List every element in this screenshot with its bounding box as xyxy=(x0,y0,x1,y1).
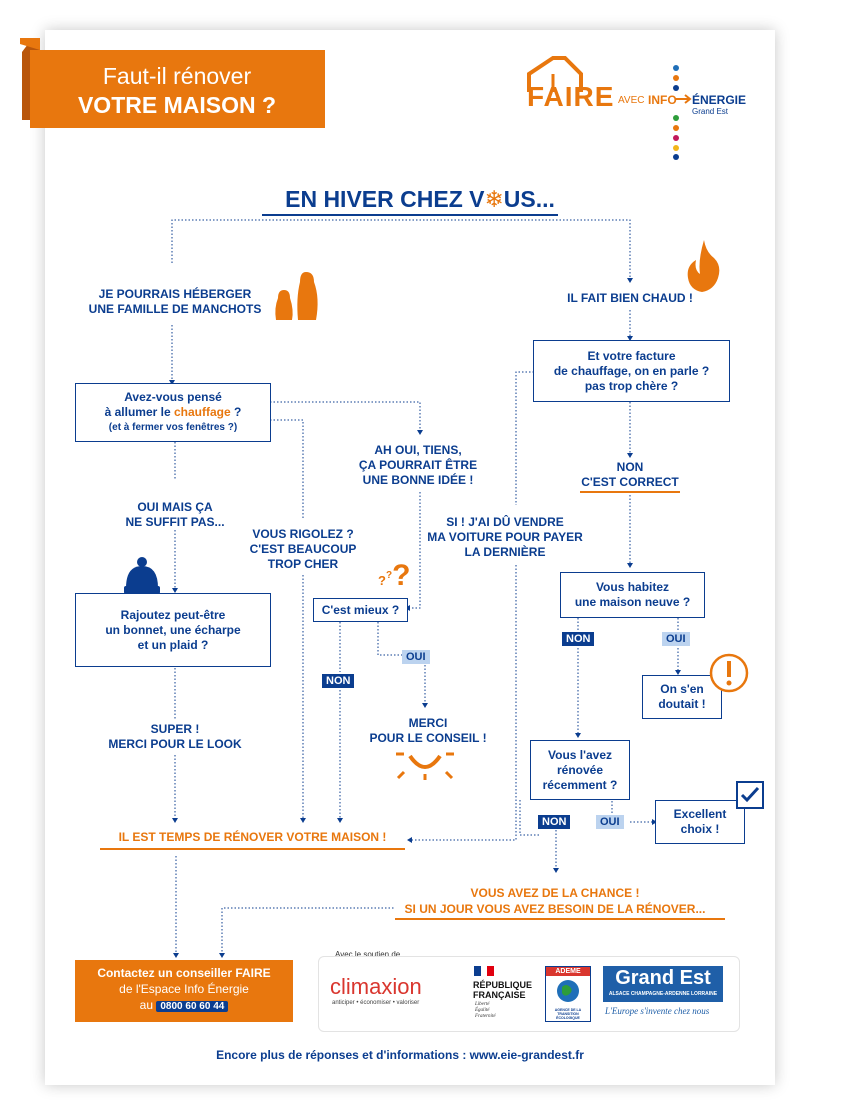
facture-line2: de chauffage, on en parle ? xyxy=(553,363,710,378)
facture-box xyxy=(533,340,730,402)
renovee-non-tag: NON xyxy=(538,815,570,829)
correct-text xyxy=(565,460,695,490)
manchots-text xyxy=(60,287,290,317)
rf-line1: RÉPUBLIQUE xyxy=(473,980,533,990)
rf-motto3: Fraternité xyxy=(475,1014,496,1019)
footer-text[interactable]: Encore plus de réponses et d'informations : www.eie-grandest.fr xyxy=(216,1048,584,1062)
ahoui-text xyxy=(348,443,488,488)
chaud-text: IL FAIT BIEN CHAUD ! xyxy=(567,291,693,305)
voiture-line2: MA VOITURE POUR PAYER xyxy=(427,530,583,544)
neuve-line1: Vous habitez xyxy=(595,580,670,594)
ahoui-line1: AH OUI, TIENS, xyxy=(374,443,462,457)
super-line2: MERCI POUR LE LOOK xyxy=(108,737,242,751)
main-title xyxy=(200,185,640,213)
climaxion-logo: climaxion xyxy=(330,974,422,999)
renovee-line1: Vous l'avez xyxy=(548,747,612,762)
rf-line2: FRANÇAISE xyxy=(473,990,526,1000)
chauffage-line2c: ? xyxy=(230,405,242,419)
contact-line1: Contactez un conseiller FAIRE xyxy=(97,966,271,980)
facture-line3: pas trop chère ? xyxy=(584,378,679,393)
soutien-label: Avec le soutien de xyxy=(335,950,401,959)
contact-line2: de l'Espace Info Énergie xyxy=(119,982,249,996)
manchots-line1: JE POURRAIS HÉBERGER xyxy=(98,287,252,301)
suffit-line2: NE SUFFIT PAS... xyxy=(125,515,225,529)
contact-box[interactable] xyxy=(75,960,293,1022)
chauffage-line1: Avez-vous pensé xyxy=(124,390,222,404)
avec-text: AVEC xyxy=(618,95,645,106)
correct-underline xyxy=(580,491,680,493)
doutait-line2: doutait ! xyxy=(658,697,706,711)
main-title-part1: EN HIVER CHEZ V xyxy=(285,186,485,212)
chauffage-line2a: à allumer le xyxy=(104,405,174,419)
neuve-oui-tag: OUI xyxy=(662,632,690,646)
main-title-part2: US... xyxy=(503,186,555,212)
exclamation-icon xyxy=(708,652,750,694)
correct-line1: NON xyxy=(616,460,644,474)
rigolez-line3: TROP CHER xyxy=(267,557,339,571)
info-text: INFO xyxy=(648,93,677,107)
bonnet-icon xyxy=(120,556,164,596)
question-marks-icon: ??? xyxy=(378,559,411,592)
info-energie-dots-icon xyxy=(668,62,684,162)
mieux-oui-tag: OUI xyxy=(402,650,430,664)
mieux-label: C'est mieux ? xyxy=(321,602,400,617)
ademe-globe-icon xyxy=(556,979,580,1003)
republique-text xyxy=(473,980,532,1000)
checkbox-checked-icon xyxy=(735,780,765,810)
rigolez-line2: C'EST BEAUCOUP xyxy=(249,542,357,556)
bonnet-line3: et un plaid ? xyxy=(137,637,209,652)
chance-text xyxy=(385,885,725,917)
chauffage-line3: (et à fermer vos fenêtres ?) xyxy=(108,422,238,433)
voiture-text xyxy=(425,515,585,560)
excellent-line2: choix ! xyxy=(680,822,720,836)
renovee-oui-tag: OUI xyxy=(596,815,624,829)
manchots-line2: UNE FAMILLE DE MANCHOTS xyxy=(88,302,262,316)
penguins-icon xyxy=(270,268,322,324)
contact-au: au xyxy=(139,998,154,1012)
faire-logo-text: FAIRE xyxy=(527,81,615,112)
header-title-line2: VOTRE MAISON ? xyxy=(77,92,277,118)
temps-text: IL EST TEMPS DE RÉNOVER VOTRE MAISON ! xyxy=(118,830,387,844)
ademe-logo xyxy=(545,966,591,1022)
neuve-line2: une maison neuve ? xyxy=(574,595,691,609)
main-title-underline xyxy=(262,214,558,216)
chauffage-keyword: chauffage xyxy=(174,405,231,419)
climaxion-tagline: anticiper • économiser • valoriser xyxy=(332,1000,420,1006)
voiture-line1: SI ! J'AI DÛ VENDRE xyxy=(446,515,564,529)
merci-line1: MERCI xyxy=(408,716,448,730)
chance-line1: VOUS AVEZ DE LA CHANCE ! xyxy=(470,886,640,900)
flame-icon xyxy=(684,238,724,294)
ademe-subtitle: AGENCE DE LA TRANSITION ÉCOLOGIQUE xyxy=(554,1008,582,1020)
merci-text xyxy=(358,716,498,746)
bonnet-line2: un bonnet, une écharpe xyxy=(105,622,241,637)
phone-number[interactable]: 0800 60 60 44 xyxy=(156,1001,228,1012)
merci-line2: POUR LE CONSEIL ! xyxy=(369,731,487,745)
suffit-line1: OUI MAIS ÇA xyxy=(137,500,213,514)
grandest-logo xyxy=(603,966,723,1002)
energie-text: ÉNERGIE xyxy=(692,93,747,107)
ademe-text: ADEME xyxy=(546,967,590,976)
sun-icon xyxy=(392,748,458,780)
republique-motto xyxy=(475,1002,496,1020)
header-title xyxy=(32,62,322,120)
renovee-box xyxy=(530,740,630,800)
rigolez-line1: VOUS RIGOLEZ ? xyxy=(252,527,354,541)
chance-underline xyxy=(395,918,725,920)
voiture-line3: LA DERNIÈRE xyxy=(464,545,546,559)
neuve-non-tag: NON xyxy=(562,632,594,646)
header-title-line1: Faut-il rénover xyxy=(102,63,252,89)
grand-est-small-text: Grand Est xyxy=(692,107,729,116)
mieux-box xyxy=(313,598,408,622)
temps-underline xyxy=(100,848,405,850)
ahoui-line2: ÇA POURRAIT ÊTRE xyxy=(358,458,478,472)
correct-line2: C'EST CORRECT xyxy=(581,475,679,489)
bonnet-box xyxy=(75,593,271,667)
excellent-box xyxy=(655,800,745,844)
doutait-line1: On s'en xyxy=(660,682,704,696)
grandest-text: Grand Est xyxy=(615,967,711,989)
excellent-line1: Excellent xyxy=(673,807,727,821)
neuve-box xyxy=(560,572,705,618)
facture-line1: Et votre facture xyxy=(587,348,676,363)
rf-motto2: Égalité xyxy=(475,1008,490,1013)
snowflake-icon: ❄ xyxy=(484,186,504,212)
mieux-non-tag: NON xyxy=(322,674,354,688)
chauffage-box xyxy=(75,383,271,442)
chance-line2: SI UN JOUR VOUS AVEZ BESOIN DE LA RÉNOVER... xyxy=(404,902,706,916)
renovee-line3: récemment ? xyxy=(542,777,618,792)
super-text xyxy=(85,722,265,752)
rigolez-text xyxy=(238,527,368,572)
renovee-line2: rénovée xyxy=(556,762,604,777)
grandest-tagline: L'Europe s'invente chez nous xyxy=(605,1006,710,1016)
bonnet-line1: Rajoutez peut-être xyxy=(120,607,226,622)
french-flag-icon xyxy=(474,966,494,976)
grandest-subtitle: ALSACE CHAMPAGNE-ARDENNE LORRAINE xyxy=(608,991,718,997)
suffit-text xyxy=(110,500,240,530)
rf-motto1: Liberté xyxy=(475,1002,490,1007)
ahoui-line3: UNE BONNE IDÉE ! xyxy=(362,473,474,487)
super-line1: SUPER ! xyxy=(150,722,200,736)
